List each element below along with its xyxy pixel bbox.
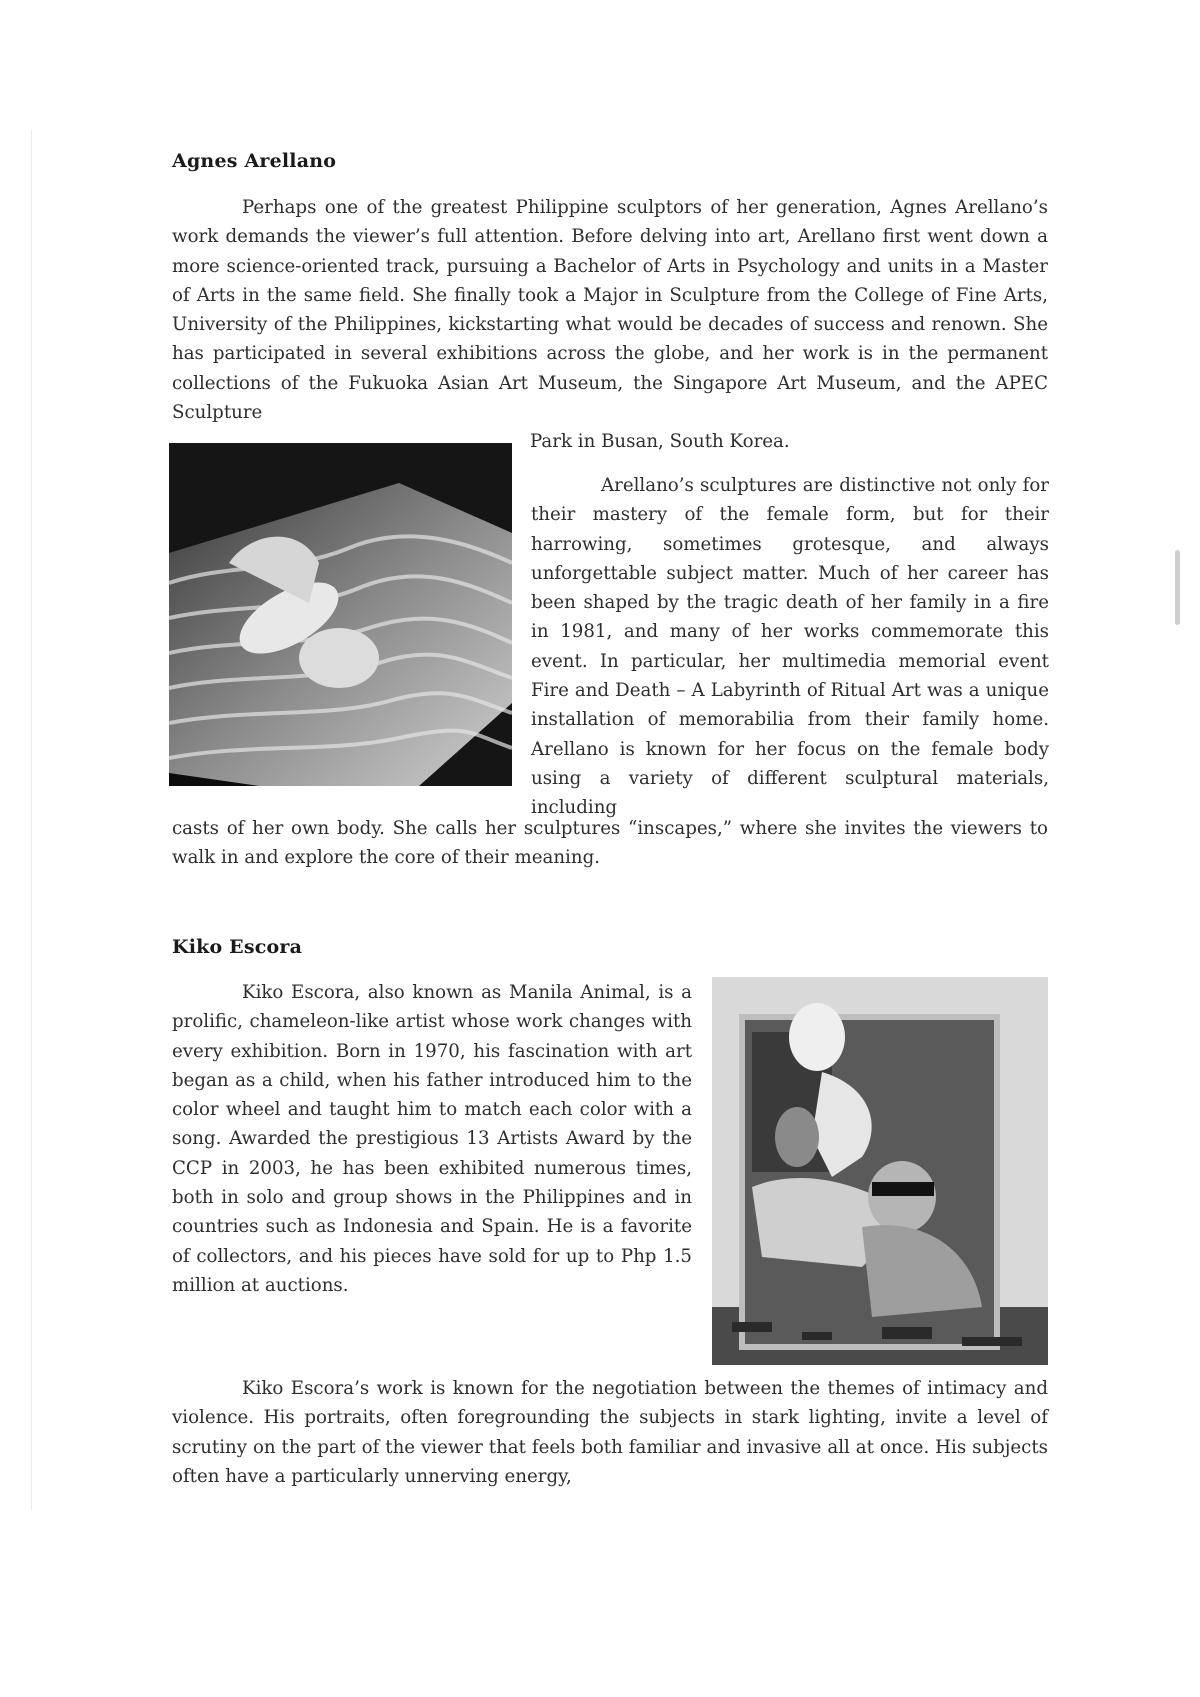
escora-painting-photo	[712, 977, 1048, 1365]
arellano-paragraph-1: Perhaps one of the greatest Philippine sculptors of her generation, Agnes Arellano’s work demands the viewer’s full attention. Before delving into art, Arellano first went down a more science-oriented track, pursuing a Bachelor of Arts in Psychology and units in a Master of Arts in the same field. She finally took a Major in Sculpture from the College of Fine Arts, University of the Philippines, kickstarting what would be decades of success and renown. She has participated in several exhibitions across the globe, and her work is in the permanent collections of the Fukuoka Asian Art Museum, the Singapore Art Museum, and the APEC Sculpture	[172, 197, 1048, 424]
arellano-paragraph-2-tail: casts of her own body. She calls her sculptures “inscapes,” where she invites the viewers to walk in and explore the core of their meaning.	[172, 818, 1048, 869]
arellano-paragraph-2: Arellano’s sculptures are distinctive not only for their mastery of the female form, but for their harrowing, sometimes grotesque, and always unforgettable subject matter. Much of her career has been shaped by the tragic death of her family in a fire in 1981, and many of her works commemorate this event. In particular, her multimedia memorial event Fire and Death – A Labyrinth of Ritual Art was a unique installation of memorabilia from their family home. Arellano is known for her focus on the female body using a variety of different sculptural materials, including	[531, 475, 1049, 819]
heading-agnes-arellano: Agnes Arellano	[172, 150, 337, 172]
heading-kiko-escora: Kiko Escora	[172, 936, 303, 958]
arellano-sculpture-photo	[169, 443, 512, 786]
scrollbar-thumb[interactable]	[1175, 550, 1180, 625]
page-edge-line	[31, 130, 32, 1510]
escora-paragraph-2: Kiko Escora’s work is known for the negotiation between the themes of intimacy and violence. His portraits, often foregrounding the subjects in stark lighting, invite a level of scrutiny on the part of the viewer that feels both familiar and invasive all at once. His subjects often have a particularly unnerving energy,	[172, 1378, 1048, 1487]
arellano-paragraph-1-tail: Park in Busan, South Korea.	[530, 431, 790, 452]
escora-paragraph-1: Kiko Escora, also known as Manila Animal, is a prolific, chameleon-like artist whose work changes with every exhibition. Born in 1970, his fascination with art began as a child, when his father introduced him to the color wheel and taught him to match each color with a song. Awarded the prestigious 13 Artists Award by the CCP in 2003, he has been exhibited numerous times, both in solo and group shows in the Philippines and in countries such as Indonesia and Spain. He is a favorite of collectors, and his pieces have sold for up to Php 1.5 million at auctions.	[172, 982, 692, 1296]
